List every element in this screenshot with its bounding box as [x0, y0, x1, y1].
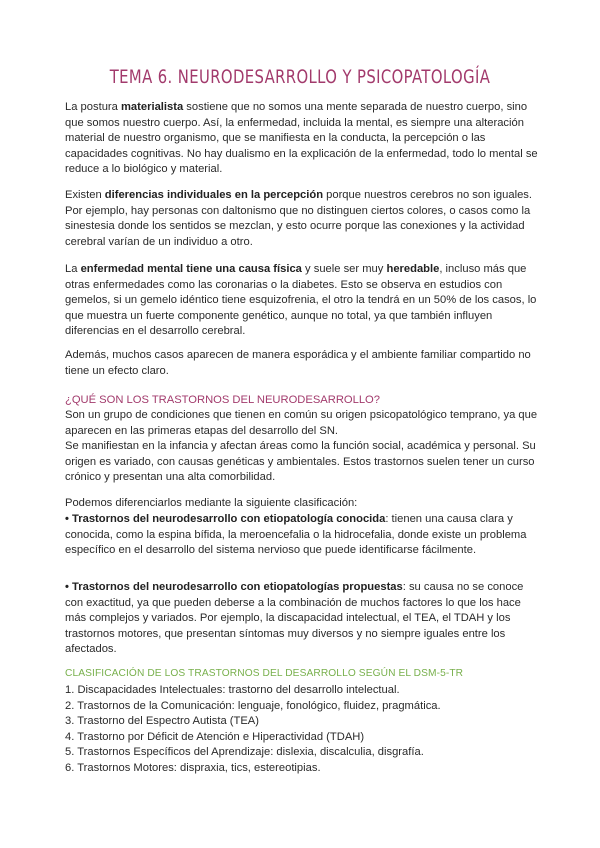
- text-span: porque nuestros cerebros no son iguales. Por ejemplo, hay personas con daltonismo que no distinguen ciertos colores, o casos como la sinestesia donde los sentidos se mezclan, y esto ocurre porque las conexiones y la actividad cerebral varían de un individuo a otro.: [65, 189, 532, 248]
- bold-term: • Trastornos del neurodesarrollo con etiopatología conocida: [65, 513, 386, 525]
- bold-term: enfermedad mental tiene una causa física: [80, 263, 302, 275]
- list-item: 3. Trastorno del Espectro Autista (TEA): [65, 715, 259, 727]
- text-span: La postura: [65, 101, 121, 113]
- dsm-list: [65, 683, 545, 776]
- paragraph-classification-intro: Podemos diferenciarlos mediante la siguiente clasificación:: [65, 497, 358, 509]
- list-item: 5. Trastornos Específicos del Aprendizaje: dislexia, discalculia, disgrafía.: [65, 746, 424, 758]
- text-span: , incluso más que otras enfermedades como las coronarias o la diabetes. Esto se observa en estudios con gemelos, si un gemelo idéntico tiene esquizofrenia, el otro la tendrá en un 50% de los casos, lo que muestra un fuerte componente genético, aunque no total, ya que también influyen diferencias en el desarrollo cerebral.: [65, 263, 537, 338]
- list-item: 6. Trastornos Motores: dispraxia, tics, estereotipias.: [65, 761, 321, 774]
- paragraph-materialism: [65, 100, 540, 178]
- text-span: Se manifiestan en la infancia y afectan áreas como la función social, académica y personal. Su origen es variado, con causas genéticas y ambientales. Estos trastornos suelen tener un curso crónico y presentan una alta comorbilidad.: [65, 440, 536, 484]
- bold-term: heredable: [386, 263, 440, 275]
- text-span: Existen: [65, 189, 105, 201]
- classification-item-proposed: [65, 580, 540, 658]
- section-heading-dsm: CLASIFICACIÓN DE LOS TRASTORNOS DEL DESARROLLO SEGÚN EL DSM-5-TR: [65, 668, 464, 679]
- list-item: 4. Trastorno por Déficit de Atención e Hiperactividad (TDAH): [65, 730, 365, 743]
- page-title: TEMA 6. NEURODESARROLLO Y PSICOPATOLOGÍA: [109, 66, 491, 88]
- paragraph-sporadic: Además, muchos casos aparecen de manera esporádica y el ambiente familiar compartido no tiene un efecto claro.: [65, 349, 531, 377]
- bold-term: diferencias individuales en la percepción: [104, 189, 324, 201]
- list-item: 1. Discapacidades Intelectuales: trastorno del desarrollo intelectual.: [65, 684, 400, 696]
- text-span: : su causa no se conoce con exactitud, ya que pueden deberse a la combinación de muchos factores lo que los hace más complejos y variados. Por ejemplo, la discapacidad intelectual, el TEA, el TDAH y los trastornos motores, que presentan síntomas muy diversos y no siempre iguales entre los afectados.: [65, 581, 524, 656]
- text-span: y suele ser muy: [301, 263, 387, 275]
- text-span: : tienen una causa clara y conocida, como la espina bífida, la meroencefalia o la hidrocefalia, donde existe un problema específico en el desarrollo del sistema nervioso que puede identificarse fácilmente.: [65, 513, 527, 557]
- text-span: Son un grupo de condiciones que tienen en común su origen psicopatológico temprano, ya que aparecen en las primeras etapas del desarrollo del SN.: [65, 409, 538, 437]
- classification-item-known: [65, 512, 540, 559]
- section-heading-neurodevelopment: ¿QUÉ SON LOS TRASTORNOS DEL NEURODESARROLLO?: [65, 394, 380, 406]
- paragraph-mental-illness: [65, 262, 540, 340]
- paragraph-definition: [65, 408, 540, 486]
- text-span: sostiene que no somos una mente separada de nuestro cuerpo, sino que somos nuestro cuerpo. Así, la enfermedad, incluida la mental, es siempre una alteración material de nuestro organismo, que se manifiesta en la conducta, la percepción o las capacidades cognitivas. No hay dualismo en la explicación de la enfermedad, todo lo mental se reduce a lo biológico y material.: [65, 101, 538, 176]
- list-item: 2. Trastornos de la Comunicación: lenguaje, fonológico, fluidez, pragmática.: [65, 699, 441, 712]
- paragraph-perception: [65, 188, 540, 250]
- bold-term: materialista: [120, 101, 184, 113]
- text-span: La: [65, 263, 81, 275]
- bold-term: • Trastornos del neurodesarrollo con etiopatologías propuestas: [65, 581, 403, 593]
